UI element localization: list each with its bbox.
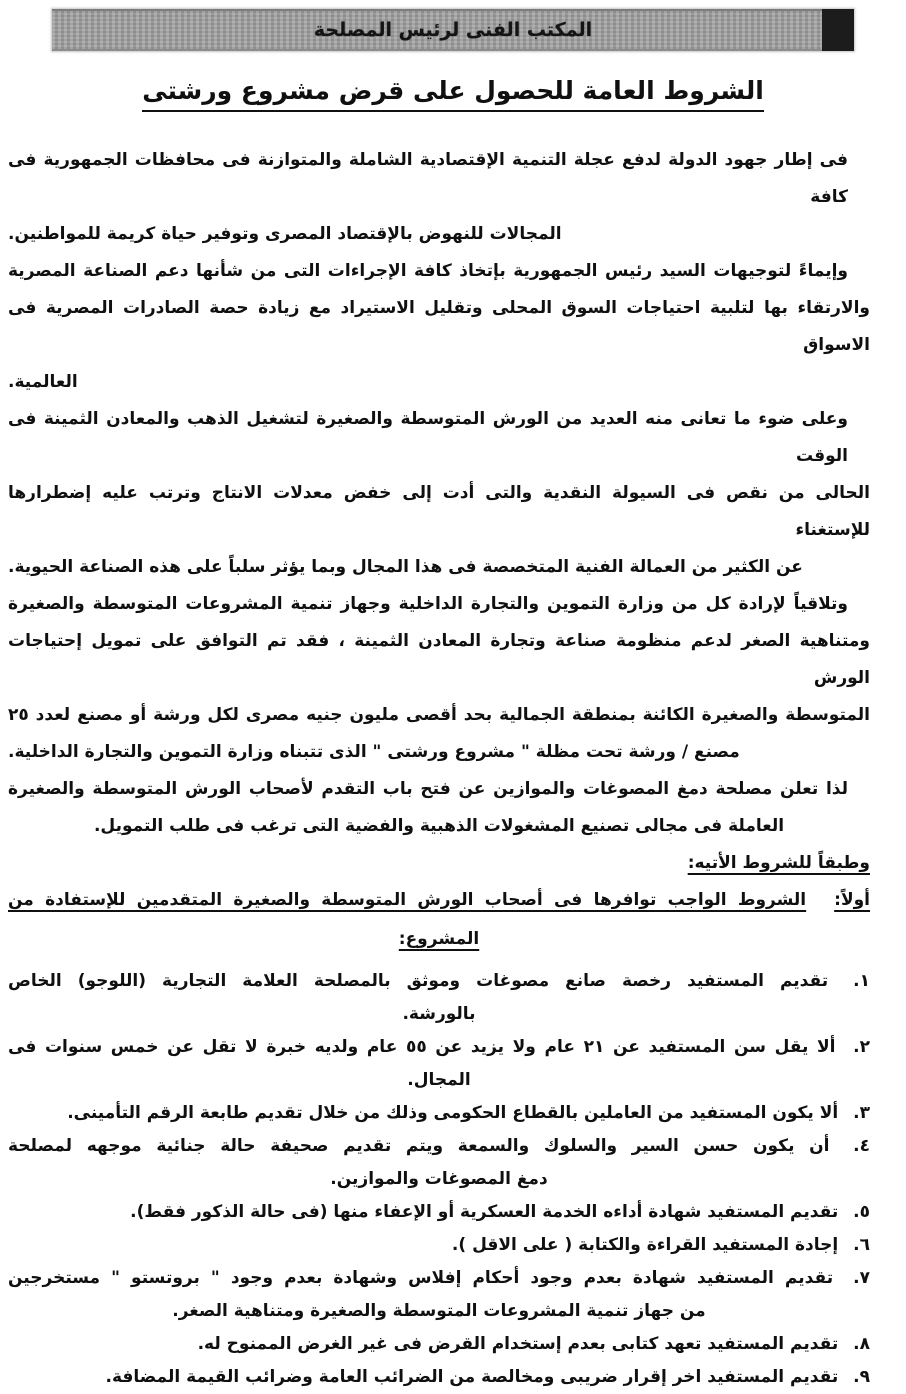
conditions-intro-text: وطبقاً للشروط الأتيه: [687, 853, 870, 873]
item-number: ٤. [853, 1136, 871, 1156]
item-number: ١. [853, 971, 871, 991]
item-line [8, 1229, 870, 1262]
section-first-label: أولاً: [834, 890, 870, 910]
list-item [8, 1031, 870, 1097]
paragraph [8, 586, 870, 771]
header-banner [52, 9, 854, 51]
item-line [8, 1130, 870, 1163]
item-line [8, 1097, 870, 1130]
list-item [8, 1328, 870, 1361]
section-first-heading-continued [8, 919, 870, 959]
item-number: ٢. [853, 1037, 870, 1057]
item-text: أن يكون حسن السير والسلوك والسمعة ويتم تقديم صحيفة حالة جنائية موجهه لمصلحة [8, 1136, 830, 1156]
paragraph-line: الحالى من نقص فى السيولة النقدية والتى أدت إلى خفض معدلات الانتاج وترتب عليه إضطرارها للإستغناء [8, 483, 870, 540]
item-line [8, 1361, 870, 1394]
item-line [8, 1328, 870, 1361]
section-first-heading-text: الشروط الواجب توافرها فى أصحاب الورش المتوسطة والصغيرة المتقدمين للإستفادة من [8, 890, 807, 910]
item-number: ٣. [853, 1103, 870, 1123]
item-line-continued: المجال. [407, 1070, 471, 1090]
item-text: ألا يقل سن المستفيد عن ٢١ عام ولا يزيد عن ٥٥ عام ولديه خبرة لا تقل عن خمس سنوات فى [8, 1037, 836, 1057]
paragraph-line: عن الكثير من العمالة الفنية المتخصصة فى هذا المجال وبما يؤثر سلباً على هذه الصناعة الحيوية. [8, 557, 803, 577]
item-line [8, 965, 870, 998]
item-number: ٦. [853, 1235, 870, 1255]
list-item [8, 1361, 870, 1394]
paragraph-line: العالمية. [8, 372, 78, 392]
document-body [0, 142, 906, 1394]
page-title [0, 76, 906, 105]
paragraph-line: لذا تعلن مصلحة دمغ المصوغات والموازين عن فتح باب التقدم لأصحاب الورش المتوسطة والصغيرة [8, 779, 848, 799]
item-line [8, 1262, 870, 1295]
paragraph [8, 401, 870, 586]
paragraph-line: وإيماءً لتوجيهات السيد رئيس الجمهورية بإتخاذ كافة الإجراءات التى من شأنها دعم الصناعة المصرية [8, 261, 848, 281]
list-item [8, 1262, 870, 1328]
item-number: ٩. [853, 1367, 870, 1387]
paragraph-line: مصنع / ورشة تحت مظلة " مشروع ورشتى " الذى تتبناه وزارة التموين والتجارة الداخلية. [8, 742, 740, 762]
item-text: تقديم المستفيد تعهد كتابى بعدم إستخدام القرض فى غير الغرض الممنوح له. [197, 1334, 839, 1354]
list-item [8, 1097, 870, 1130]
paragraph-line: والارتقاء بها لتلبية احتياجات السوق المحلى وتقليل الاستيراد مع زيادة حصة الصادرات المصرية فى الاسواق [8, 298, 870, 355]
item-text: تقديم المستفيد رخصة صانع مصوغات وموثق بالمصلحة العلامة التجارية (اللوجو) الخاص [8, 971, 829, 991]
paragraph-line: وتلاقياً لإرادة كل من وزارة التموين والتجارة الداخلية وجهاز تنمية المشروعات المتوسطة والصغيرة [8, 594, 848, 614]
item-number: ٧. [853, 1268, 870, 1288]
list-item [8, 1229, 870, 1262]
paragraph-line: المجالات للنهوض بالإقتصاد المصرى وتوفير حياة كريمة للمواطنين. [8, 224, 562, 244]
paragraph [8, 253, 870, 401]
item-line [8, 1196, 870, 1229]
item-line [8, 1031, 870, 1064]
conditions-intro [8, 845, 870, 882]
conditions-list [8, 965, 870, 1394]
list-item [8, 965, 870, 1031]
list-item [8, 1130, 870, 1196]
item-text: إجادة المستفيد القراءة والكتابة ( على الاقل ). [451, 1235, 839, 1255]
item-line-continued: دمغ المصوغات والموازين. [330, 1169, 548, 1189]
item-number: ٥. [853, 1202, 870, 1222]
paragraph-line: المتوسطة والصغيرة الكائنة بمنطقة الجمالية بحد أقصى مليون جنيه مصرى لكل ورشة أو مصنع لعدد ٢٥ [8, 705, 870, 725]
item-text: تقديم المستفيد اخر إقرار ضريبى ومخالصة من الضرائب العامة وضرائب القيمة المضافة. [105, 1367, 839, 1387]
paragraph-line: وعلى ضوء ما تعانى منه العديد من الورش المتوسطة والصغيرة لتشغيل الذهب والمعادن الثمينة فى الوقت [8, 409, 848, 466]
paragraph [8, 142, 870, 253]
scanned-document-page [0, 9, 906, 1387]
section-first-header [8, 882, 870, 919]
paragraph [8, 771, 870, 845]
header-banner-title: المكتب الفنى لرئيس المصلحة [313, 19, 593, 41]
section-first-heading-text-2: المشروع: [398, 929, 480, 949]
paragraph-line: فى إطار جهود الدولة لدفع عجلة التنمية الإقتصادية الشاملة والمتوازنة فى محافظات الجمهورية فى كافة [8, 150, 848, 207]
list-item [8, 1196, 870, 1229]
page-title-text: الشروط العامة للحصول على قرض مشروع ورشتى [142, 76, 764, 112]
item-text: تقديم المستفيد شهادة بعدم وجود أحكام إفلاس وشهادة بعدم وجود " بروتستو " مستخرجين [8, 1268, 834, 1288]
paragraph-line: ومتناهية الصغر لدعم منظومة صناعة وتجارة المعادن الثمينة ، فقد تم التوافق على تمويل إحتياجات الورش [8, 631, 870, 688]
paragraph-line: العاملة فى مجالى تصنيع المشغولات الذهبية والفضية التى ترغب فى طلب التمويل. [93, 816, 785, 836]
item-text: تقديم المستفيد شهادة أداءه الخدمة العسكرية أو الإعفاء منها (فى حالة الذكور فقط). [130, 1202, 839, 1222]
item-line-continued: من جهاز تنمية المشروعات المتوسطة والصغيرة ومتناهية الصغر. [172, 1301, 706, 1321]
item-number: ٨. [853, 1334, 870, 1354]
section-first-heading [8, 882, 806, 919]
item-line-continued: بالورشة. [402, 1004, 476, 1024]
item-text: ألا يكون المستفيد من العاملين بالقطاع الحكومى وذلك من خلال تقديم طابعة الرقم التأمينى. [67, 1103, 839, 1123]
